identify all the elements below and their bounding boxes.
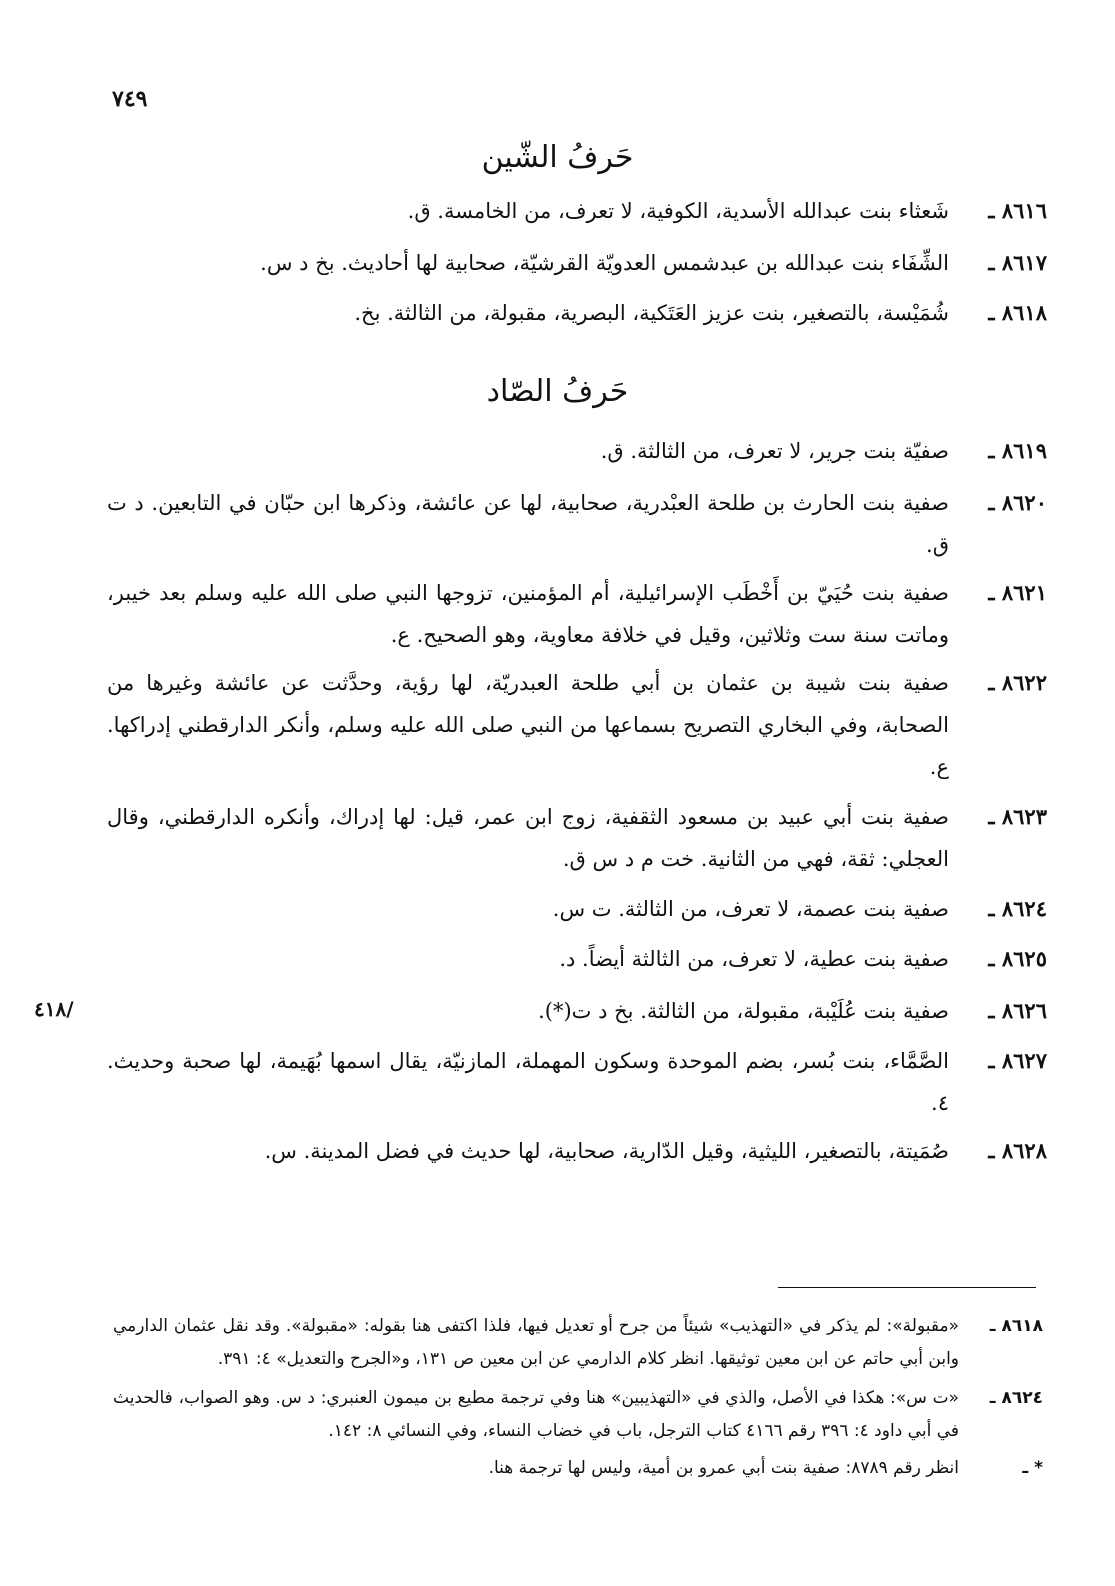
entry-text: الصَّمَّاء، بنت بُسر، بضم الموحدة وسكون المهملة، المازنيّة، يقال اسمها بُهَيمة، لها صحبة وحديث. ٤. xyxy=(107,1049,949,1115)
footnote-number: * ـ xyxy=(1022,1458,1043,1478)
entry-number: ٨٦٢٨ ـ xyxy=(988,1138,1047,1163)
entry-8627 xyxy=(107,1040,1047,1124)
entry-number: ٨٦١٩ ـ xyxy=(988,438,1047,463)
entry-8617 xyxy=(107,242,1047,284)
entry-8620 xyxy=(107,482,1047,566)
entry-8625 xyxy=(107,938,1047,980)
entry-text: شَعثاء بنت عبدالله الأسدية، الكوفية، لا تعرف، من الخامسة. ق. xyxy=(407,199,949,223)
entry-text: الشِّفَاء بنت عبدالله بن عبدشمس العدويّة القرشيّة، صحابية لها أحاديث. بخ د س. xyxy=(260,251,949,275)
entry-number: ٨٦٢٠ ـ xyxy=(988,490,1047,515)
entry-8621 xyxy=(107,572,1047,656)
footnote-number: ٨٦١٨ ـ xyxy=(989,1316,1043,1336)
footnote-text: «ت س»: هكذا في الأصل، والذي في «التهذيبين» هنا وفي ترجمة مطيع بن ميمون العنبري: د س. وهو الصواب، فالحديث في أبي داود ٤: ٣٩٦ رقم ٤١٦٦ كتاب الترجل، باب في خضاب النساء، وفي النسائي ٨: ١٤٢. xyxy=(113,1388,959,1441)
entry-text: صفية بنت عصمة، لا تعرف، من الثالثة. ت س. xyxy=(552,897,949,921)
entry-text: صفيّة بنت جرير، لا تعرف، من الثالثة. ق. xyxy=(600,439,949,463)
footnote-text: انظر رقم ٨٧٨٩: صفية بنت أبي عمرو بن أمية، وليس لها ترجمة هنا. xyxy=(488,1458,959,1478)
entry-8618 xyxy=(107,292,1047,334)
entry-number: ٨٦١٧ ـ xyxy=(988,250,1047,275)
entry-8623 xyxy=(107,796,1047,880)
entry-text: صفية بنت أبي عبيد بن مسعود الثقفية، زوج ابن عمر، قيل: لها إدراك، وأنكره الدارقطني، وقال العجلي: ثقة، فهي من الثانية. خت م د س ق. xyxy=(107,805,949,871)
entry-number: ٨٦٢٧ ـ xyxy=(988,1048,1047,1073)
entry-text: صفية بنت عُلَيْبة، مقبولة، من الثالثة. بخ د ت(*). xyxy=(538,999,949,1023)
entry-8626 xyxy=(107,990,1047,1032)
entry-8628 xyxy=(107,1130,1047,1172)
footnote-8624 xyxy=(113,1382,1043,1448)
entry-8616 xyxy=(107,190,1047,232)
entry-number: ٨٦٢٣ ـ xyxy=(988,804,1047,829)
entry-8624 xyxy=(107,888,1047,930)
entry-text: صفية بنت شيبة بن عثمان بن أبي طلحة العبدريّة، لها رؤية، وحدَّثت عن عائشة وغيرها من الصحابة، وفي البخاري التصريح بسماعها من النبي صلى الله عليه وسلم، وأنكر الدارقطني إدراكها. ع. xyxy=(107,671,949,779)
entry-8619 xyxy=(107,430,1047,472)
entry-number: ٨٦٢٤ ـ xyxy=(988,896,1047,921)
section-title-sheen: حَرفُ الشّين xyxy=(481,140,634,175)
entry-text: صُمَيتة، بالتصغير، الليثية، وقيل الدّارية، صحابية، لها حديث في فضل المدينة. س. xyxy=(264,1139,949,1163)
entry-text: صفية بنت حُيَيّ بن أَخْطَب الإسرائيلية، أم المؤمنين، تزوجها النبي صلى الله عليه وسلم بعد خيبر، وماتت سنة ست وثلاثين، وقيل في خلافة معاوية، وهو الصحيح. ع. xyxy=(107,581,949,647)
footnote-star xyxy=(113,1452,1043,1485)
page-number: ٧٤٩ xyxy=(112,86,148,112)
entry-number: ٨٦١٦ ـ xyxy=(988,198,1047,223)
entry-text: صفية بنت عطية، لا تعرف، من الثالثة أيضاً. د. xyxy=(559,947,949,971)
entry-number: ٨٦١٨ ـ xyxy=(988,300,1047,325)
margin-note: /٤١٨ xyxy=(34,997,74,1021)
footnote-text: «مقبولة»: لم يذكر في «التهذيب» شيئاً من جرح أو تعديل فيها، فلذا اكتفى هنا بقوله: «مقبولة». وقد نقل عثمان الدارمي وابن أبي حاتم عن ابن معين توثيقها. انظر كلام الدارمي عن ابن معين ص ١٣١، و«الجرح والتعديل» ٤: ٣٩١. xyxy=(113,1316,959,1369)
entry-number: ٨٦٢٥ ـ xyxy=(988,946,1047,971)
entry-number: ٨٦٢١ ـ xyxy=(988,580,1047,605)
entry-text: شُمَيْسة، بالتصغير، بنت عزيز العَتَكية، البصرية، مقبولة، من الثالثة. بخ. xyxy=(354,301,949,325)
footnote-number: ٨٦٢٤ ـ xyxy=(989,1388,1043,1408)
footnote-8618 xyxy=(113,1310,1043,1376)
entry-text: صفية بنت الحارث بن طلحة العبْدرية، صحابية، لها عن عائشة، وذكرها ابن حبّان في التابعين. د ت ق. xyxy=(107,491,949,557)
entry-number: ٨٦٢٢ ـ xyxy=(988,670,1047,695)
entry-number: ٨٦٢٦ ـ xyxy=(988,998,1047,1023)
entry-8622 xyxy=(107,662,1047,788)
footnote-divider xyxy=(778,1287,1036,1288)
section-title-saad: حَرفُ الصّاد xyxy=(486,374,629,409)
